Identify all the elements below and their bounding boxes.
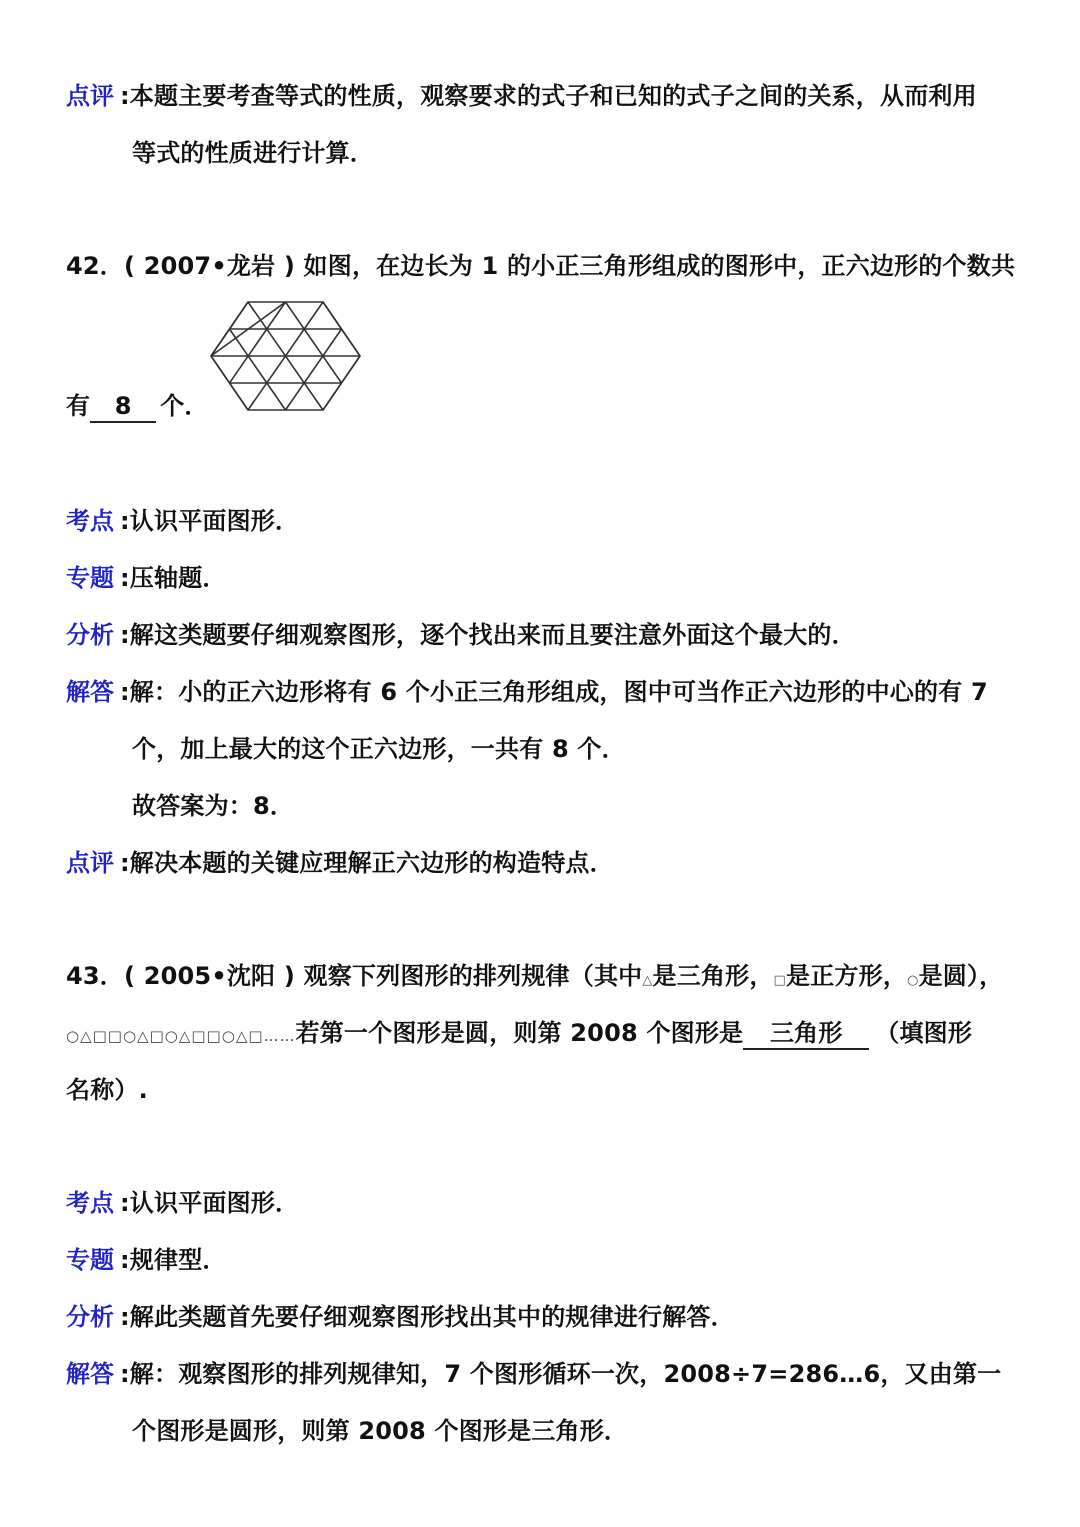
q43-jieda-line2: 个图形是圆形，则第 2008 个图形是三角形．	[132, 1417, 629, 1445]
prev-comment-continuation: 等式的性质进行计算．	[132, 139, 374, 167]
kaodian-label: 考点	[66, 507, 114, 535]
q42-jieda-line3: 故答案为：8．	[132, 792, 295, 820]
q43-stem-line2	[66, 1015, 972, 1051]
jieda-text: :解：小的正六边形将有 6 个小正三角形组成，图中可当作正六边形的中心的有 7	[120, 678, 988, 706]
q42-zhuanti-row	[66, 560, 227, 596]
stem-text-d: 是圆），	[918, 962, 1004, 990]
q42-jieda-row	[66, 674, 988, 710]
stem-text-c: 是正方形，	[786, 962, 908, 990]
q43-stem-line3: 名称）.	[66, 1076, 148, 1104]
q42-fenxi-row	[66, 617, 856, 653]
dianping-text: :解决本题的关键应理解正六边形的构造特点．	[120, 849, 614, 877]
q42-dianping-row	[66, 845, 614, 881]
square-icon: □	[773, 973, 787, 988]
answer-blank: 8	[90, 391, 156, 423]
zhuanti-label: 专题	[66, 564, 114, 592]
prev-comment-row	[66, 78, 977, 114]
triangle-icon: △	[642, 973, 653, 988]
zhuanti-text: :压轴题．	[120, 564, 227, 592]
kaodian-text: :认识平面图形．	[120, 1189, 300, 1217]
answer-prefix: 有	[66, 392, 91, 420]
q43-stem-line1	[66, 958, 1003, 994]
fenxi-label: 分析	[66, 1303, 114, 1331]
fenxi-text: :解这类题要仔细观察图形，逐个找出来而且要注意外面这个最大的．	[120, 621, 856, 649]
q43-fenxi-row	[66, 1299, 735, 1335]
q43-zhuanti-row	[66, 1242, 227, 1278]
comment-text: :本题主要考查等式的性质，观察要求的式子和已知的式子之间的关系，从而利用	[120, 82, 977, 110]
dianping-label: 点评	[66, 849, 114, 877]
jieda-label: 解答	[66, 678, 114, 706]
fenxi-text: :解此类题首先要仔细观察图形找出其中的规律进行解答．	[120, 1303, 735, 1331]
ellipsis: ……	[263, 1027, 296, 1045]
q42-kaodian-row	[66, 503, 299, 539]
zhuanti-text: :规律型．	[120, 1246, 227, 1274]
stem-text-a: 43．( 2005•沈阳 ) 观察下列图形的排列规律（其中	[66, 962, 643, 990]
answer-blank: 三角形	[743, 1018, 869, 1050]
fenxi-label: 分析	[66, 621, 114, 649]
stem-text-b: 是三角形，	[652, 962, 774, 990]
hexagon-triangle-grid-icon	[208, 298, 364, 416]
q43-kaodian-row	[66, 1185, 299, 1221]
answer-suffix: 个．	[160, 392, 209, 420]
jieda-text: :解：观察图形的排列规律知，7 个图形循环一次，2008÷7=286…6，又由第一	[120, 1360, 1002, 1388]
comment-label: 点评	[66, 82, 114, 110]
stem-text-line2: 若第一个图形是圆，则第 2008 个图形是	[295, 1019, 744, 1047]
kaodian-text: :认识平面图形．	[120, 507, 300, 535]
zhuanti-label: 专题	[66, 1246, 114, 1274]
stem-suffix: （填图形	[875, 1019, 973, 1047]
q42-jieda-line2: 个，加上最大的这个正六边形，一共有 8 个．	[132, 735, 626, 763]
q42-answer-row	[66, 388, 209, 424]
kaodian-label: 考点	[66, 1189, 114, 1217]
shape-sequence: ○△□□○△□○△□□○△□	[66, 1027, 264, 1045]
circle-icon: ○	[907, 973, 919, 988]
jieda-label: 解答	[66, 1360, 114, 1388]
q42-stem: 42．( 2007•龙岩 ) 如图，在边长为 1 的小正三角形组成的图形中，正六边形的个数共	[66, 252, 1016, 280]
q43-jieda-row	[66, 1356, 1001, 1392]
